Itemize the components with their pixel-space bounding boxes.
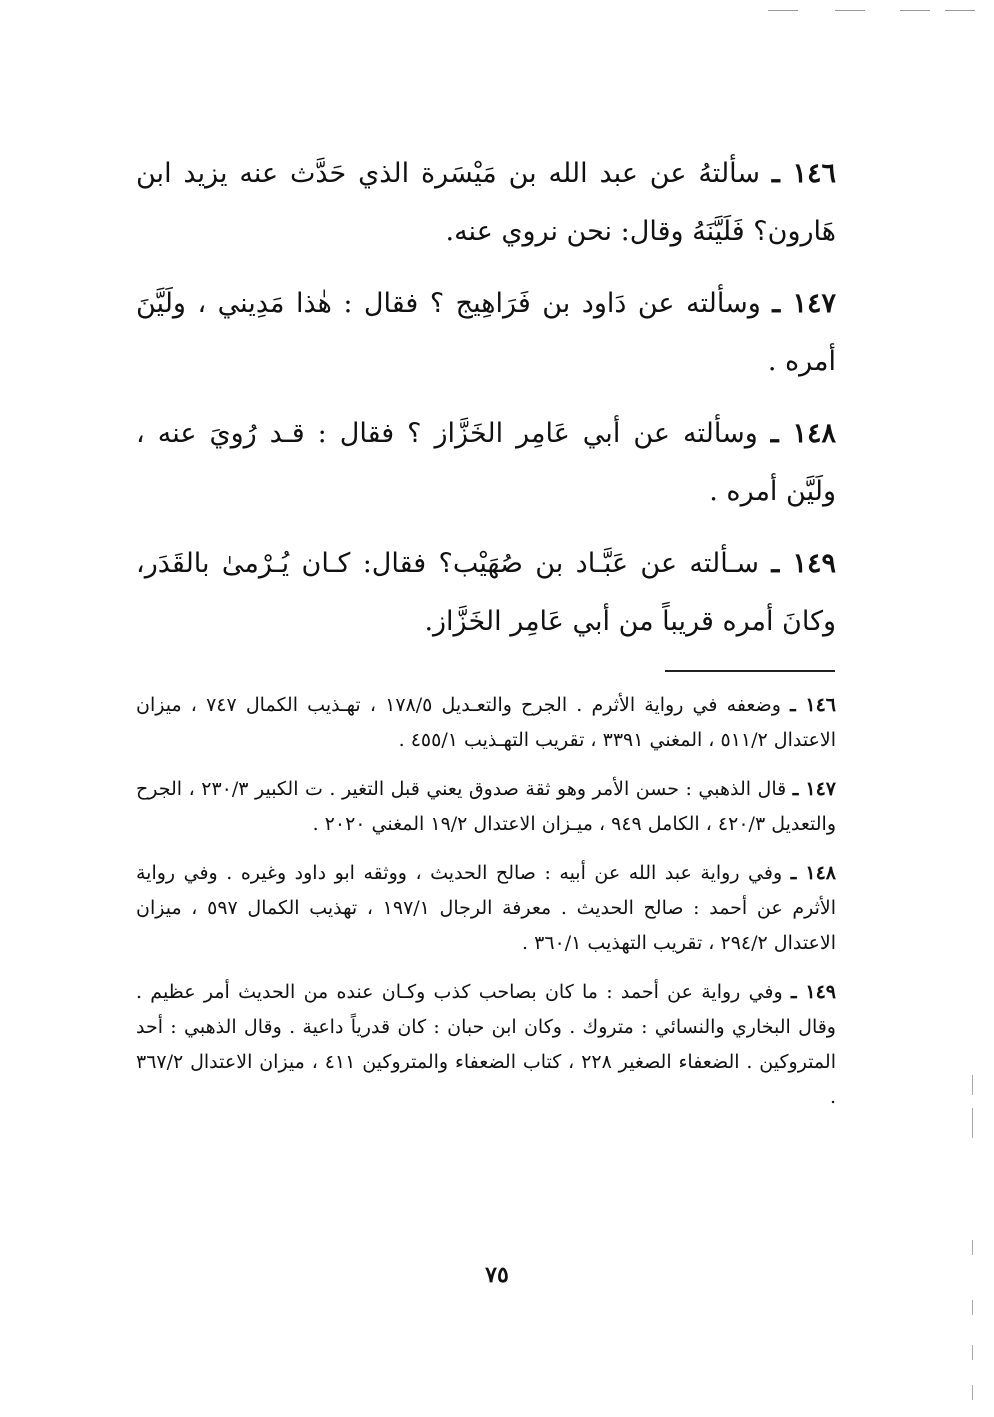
entry-number: ١٤٩ ـ (771, 548, 836, 579)
scan-edge-mark (972, 1345, 973, 1360)
footnote-text: وضعفه في رواية الأثرم . الجرح والتعـديل ١٧٨/٥ ، تهـذيب الكمال ٧٤٧ ، ميزان الاعتدال ٥١١/٢ ، المغني ٣٣٩١ ، تقريب التهـذيب ٤٥٥/١ . (136, 694, 836, 751)
entry-number: ١٤٦ ـ (771, 158, 836, 189)
footnotes (136, 688, 836, 1129)
footnote-text: قال الذهبي : حسن الأمر وهو ثقة صدوق يعني قبل التغير . ت الكبير ٢٣٠/٣ ، الجرح والتعديل ٤٢٠/٣ ، الكامل ٩٤٩ ، ميـزان الاعتدال ١٩/٢ المغني ٢٠٢٠ . (136, 778, 836, 835)
scan-edge-mark (972, 1385, 973, 1400)
footnote-number: ١٤٩ ـ (790, 981, 837, 1003)
entry-148 (136, 405, 836, 521)
scan-artifact-line (768, 10, 798, 11)
entry-146 (136, 145, 836, 261)
footnote-149 (136, 975, 836, 1115)
scan-artifact-line (945, 10, 975, 11)
entry-number: ١٤٧ ـ (772, 288, 836, 319)
entry-number: ١٤٨ ـ (770, 418, 836, 449)
footnote-number: ١٤٨ ـ (790, 862, 836, 884)
scan-edge-mark (972, 1075, 973, 1095)
footnote-number: ١٤٦ ـ (790, 694, 837, 716)
footnote-text: وفي رواية عن أحمد : ما كان بصاحب كذب وكـان عنده من الحديث أمر عظيم . وقال البخاري والنسائي : متروك . وكان ابن حبان : كان قدرياً داعية . وقال الذهبي : أحد المتروكين . الضعفاء الصغير ٢٢٨ ، كتاب الضعفاء والمتروكين ٤١١ ، ميزان الاعتدال ٣٦٧/٢ . (136, 981, 836, 1108)
entry-text: سـألته عن عَبَّـاد بن صُهَيْب؟ فقال: كـان يُـرْمىٰ بالقَدَر، وكانَ أمره قريباً من أبي عَامِر الخَزَّاز. (136, 548, 836, 637)
scan-artifact-line (835, 10, 865, 11)
entry-text: وسألته عن أبي عَامِر الخَزَّاز ؟ فقال : قـد رُويَ عنه ، ولَيَّن أمره . (136, 418, 836, 507)
scan-edge-mark (972, 1300, 973, 1315)
scan-edge-mark (972, 1240, 973, 1255)
footnote-147 (136, 772, 836, 842)
footnote-separator (665, 670, 835, 672)
footnote-146 (136, 688, 836, 758)
entry-text: وسألته عن دَاود بن فَرَاهِيج ؟ فقال : هٰذا مَدِيني ، ولَيَّنَ أمره . (136, 288, 836, 377)
entry-text: سألتهُ عن عبد الله بن مَيْسَرة الذي حَدَّث عنه يزيد ابن هَارون؟ فَلَيَّنَهُ وقال: نحن نروي عنه. (136, 158, 836, 247)
footnote-text: وفي رواية عبد الله عن أبيه : صالح الحديث ، ووثقه ابو داود وغيره . وفي رواية الأثرم عن أحمد : صالح الحديث . معرفة الرجال ١٩٧/١ ، تهذيب الكمال ٥٩٧ ، ميزان الاعتدال ٢٩٤/٢ ، تقريب التهذيب ٣٦٠/١ . (136, 862, 836, 954)
main-text (136, 145, 836, 665)
entry-147 (136, 275, 836, 391)
footnote-148 (136, 856, 836, 961)
scan-artifact-line (900, 10, 930, 11)
entry-149 (136, 535, 836, 651)
page-number: ٧٥ (485, 1262, 509, 1288)
footnote-number: ١٤٧ ـ (792, 778, 836, 800)
scan-edge-mark (972, 1108, 973, 1138)
